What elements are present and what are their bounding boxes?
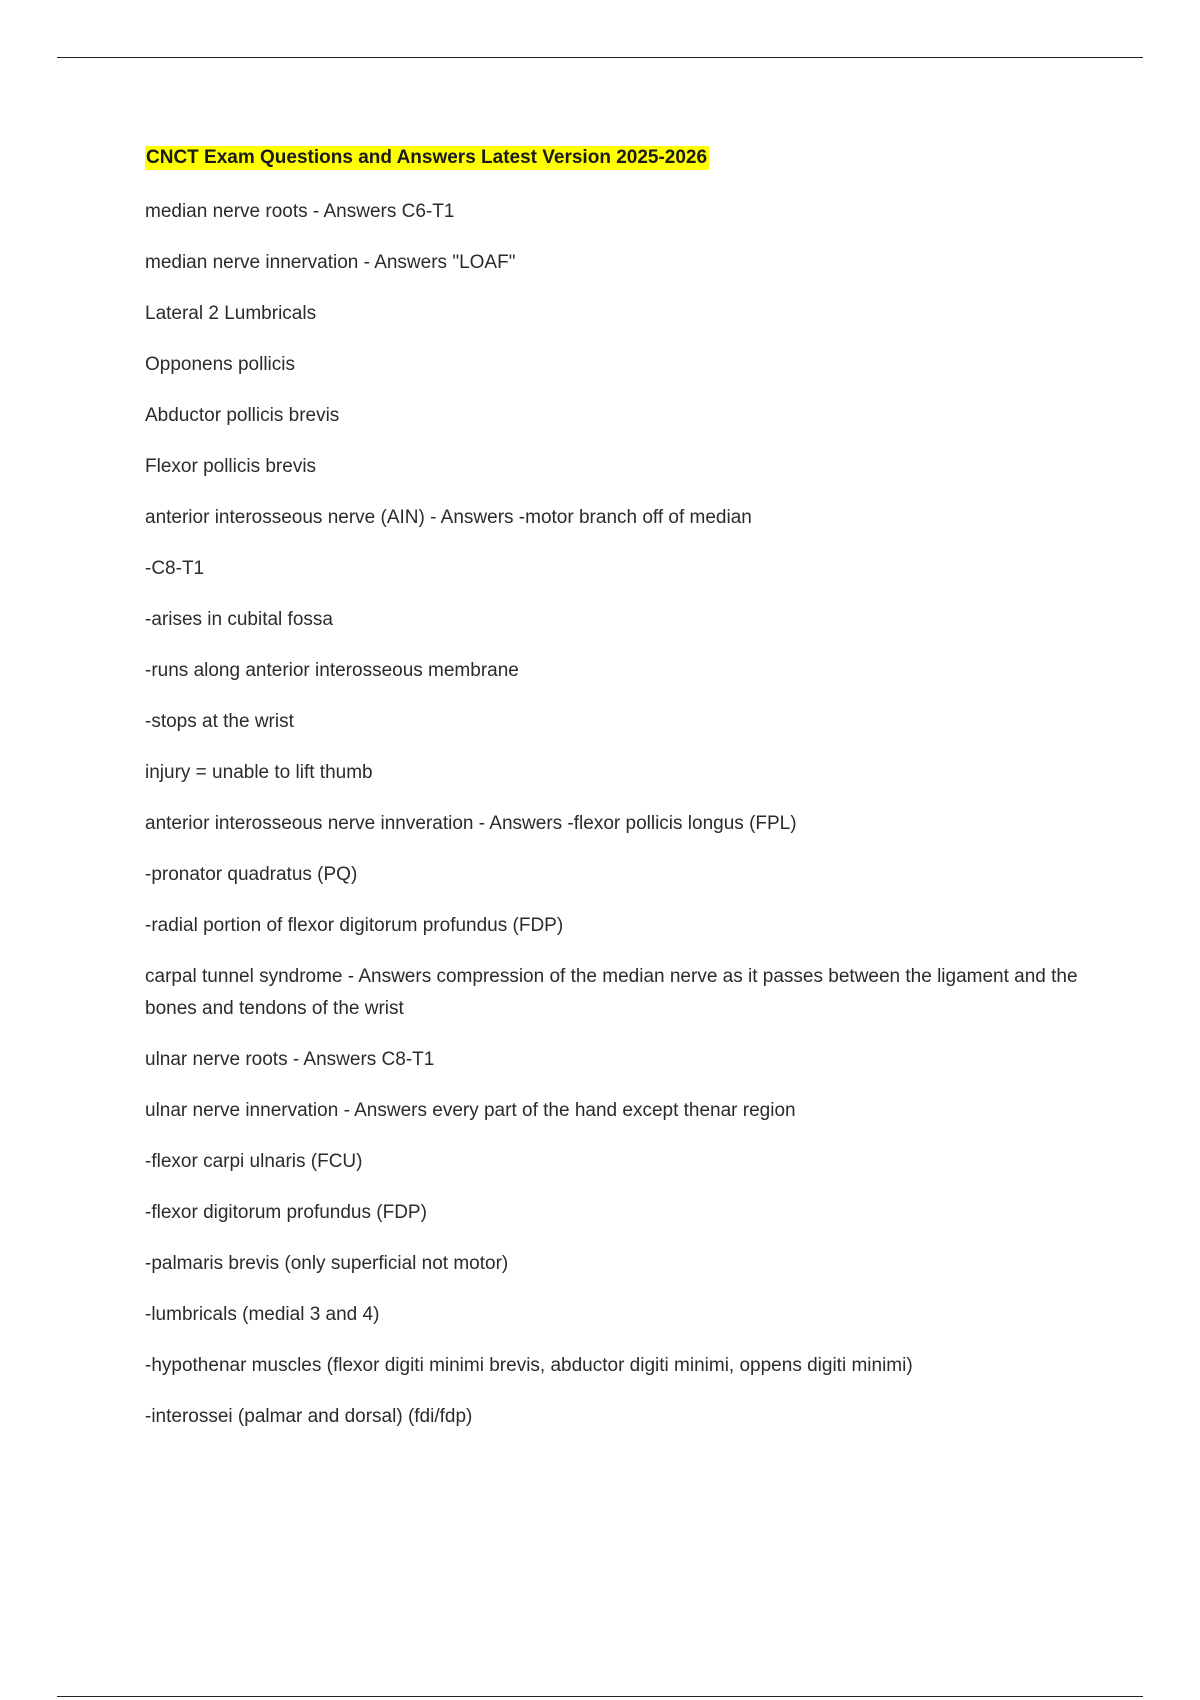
qa-line: ulnar nerve roots - Answers C8-T1 bbox=[145, 1049, 435, 1070]
qa-line: carpal tunnel syndrome - Answers compression of the median nerve as it passes between the ligament and the bones and tendons of the wrist bbox=[145, 966, 1078, 1019]
qa-line: -C8-T1 bbox=[145, 558, 205, 579]
qa-line: injury = unable to lift thumb bbox=[145, 762, 373, 783]
qa-line: ulnar nerve innervation - Answers every part of the hand except thenar region bbox=[145, 1100, 796, 1121]
qa-line: -palmaris brevis (only superficial not motor) bbox=[145, 1253, 509, 1274]
document-title bbox=[145, 146, 1085, 170]
title-highlight: CNCT Exam Questions and Answers Latest Version 2025-2026 bbox=[146, 147, 708, 168]
qa-line: -hypothenar muscles (flexor digiti minimi brevis, abductor digiti minimi, oppens digiti minimi) bbox=[145, 1355, 913, 1376]
footer-rule bbox=[57, 1696, 1143, 1697]
qa-line: -arises in cubital fossa bbox=[145, 609, 333, 630]
qa-line: -pronator quadratus (PQ) bbox=[145, 864, 358, 885]
qa-line: Lateral 2 Lumbricals bbox=[145, 303, 317, 324]
qa-line: -interossei (palmar and dorsal) (fdi/fdp) bbox=[145, 1406, 473, 1427]
qa-line: -runs along anterior interosseous membrane bbox=[145, 660, 519, 681]
qa-line: Flexor pollicis brevis bbox=[145, 456, 317, 477]
qa-line: -lumbricals (medial 3 and 4) bbox=[145, 1304, 380, 1325]
qa-line: Opponens pollicis bbox=[145, 354, 295, 375]
document-body bbox=[145, 146, 1085, 1452]
qa-line: anterior interosseous nerve (AIN) - Answers -motor branch off of median bbox=[145, 507, 752, 528]
header-rule bbox=[57, 57, 1143, 58]
qa-line: -flexor carpi ulnaris (FCU) bbox=[145, 1151, 363, 1172]
qa-line: Abductor pollicis brevis bbox=[145, 405, 340, 426]
qa-line: median nerve innervation - Answers "LOAF" bbox=[145, 252, 516, 273]
qa-line: -flexor digitorum profundus (FDP) bbox=[145, 1202, 427, 1223]
qa-list bbox=[145, 196, 1085, 1433]
qa-line: -stops at the wrist bbox=[145, 711, 294, 732]
qa-line: anterior interosseous nerve innveration - Answers -flexor pollicis longus (FPL) bbox=[145, 813, 797, 834]
qa-line: -radial portion of flexor digitorum profundus (FDP) bbox=[145, 915, 564, 936]
qa-line: median nerve roots - Answers C6-T1 bbox=[145, 201, 455, 222]
